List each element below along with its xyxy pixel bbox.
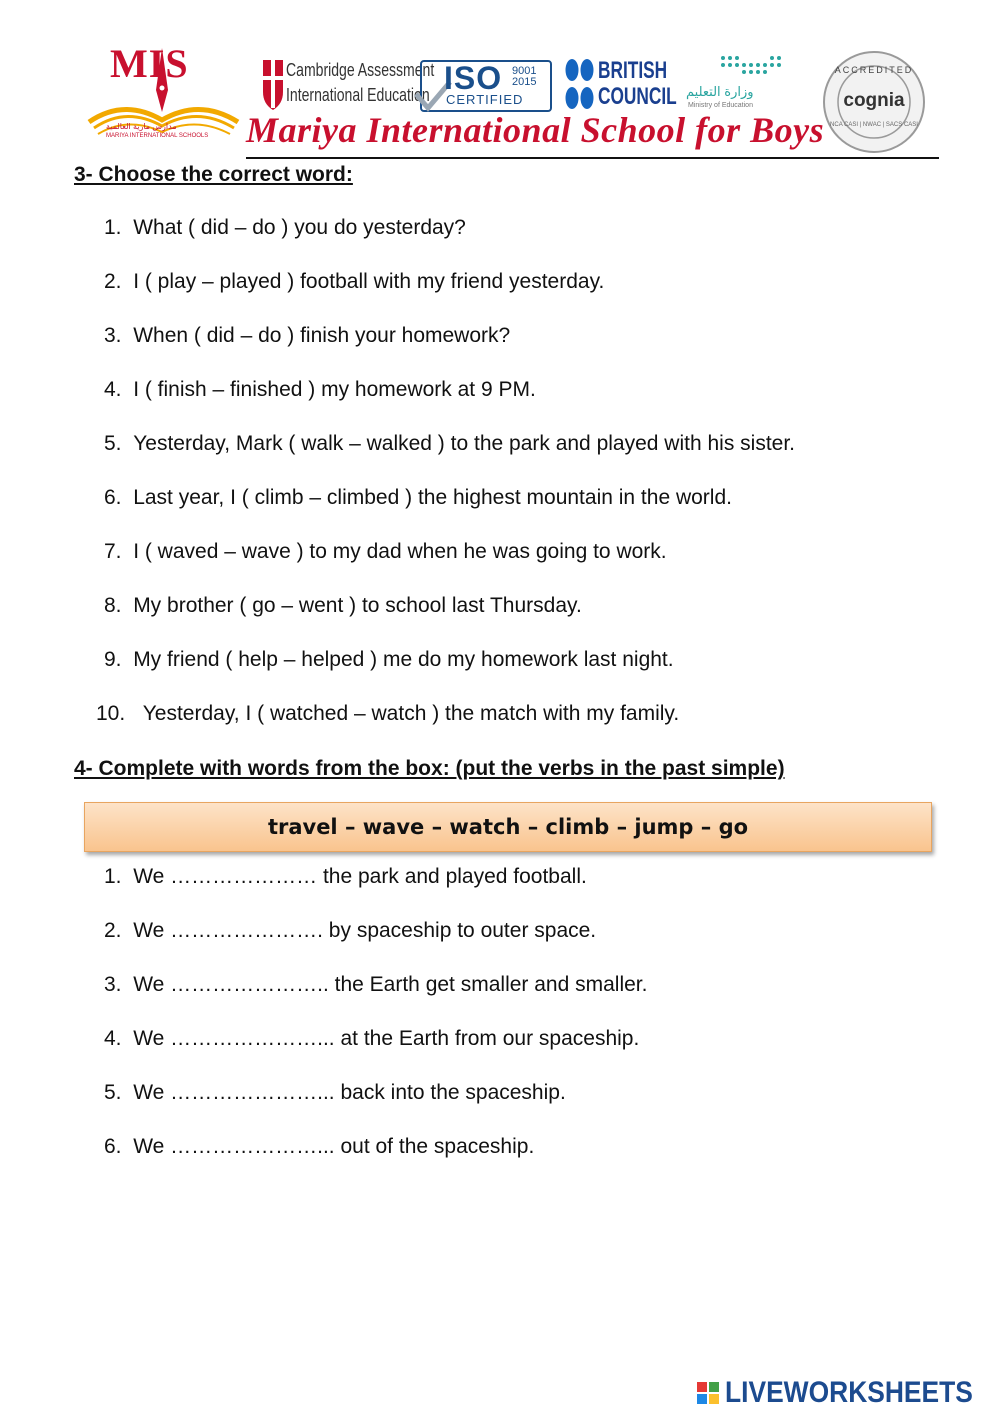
list-item	[104, 1027, 639, 1051]
school-name: Mariya International School for Boys	[246, 110, 825, 150]
iso-number-top: 9001	[512, 65, 537, 77]
list-item	[104, 378, 536, 402]
list-item	[104, 594, 582, 618]
word-box: travel – wave – watch – climb – jump – go	[84, 802, 932, 852]
item-text[interactable]: I ( waved – wave ) to my dad when he was going to work.	[133, 540, 667, 563]
list-item	[104, 216, 466, 240]
item-number: 3.	[104, 973, 122, 996]
cognia-sub: NCA CASI | NWAC | SACS CASI	[830, 122, 918, 128]
fill-in-blank-sentence[interactable]: We ………………….. the Earth get smaller and smaller.	[133, 973, 648, 996]
british-council-line1: BRITISH	[598, 57, 668, 84]
page-header	[0, 0, 1000, 160]
cambridge-logo	[262, 58, 435, 114]
item-text[interactable]: Yesterday, Mark ( walk – walked ) to the park and played with his sister.	[133, 432, 795, 455]
item-text[interactable]: I ( finish – finished ) my homework at 9 PM.	[133, 378, 536, 401]
fill-in-blank-sentence[interactable]: We …………………... at the Earth from our spaceship.	[133, 1027, 640, 1050]
item-text[interactable]: When ( did – do ) finish your homework?	[133, 324, 511, 347]
item-number: 3.	[104, 324, 122, 347]
item-number: 6.	[104, 1135, 122, 1158]
item-text[interactable]: Yesterday, I ( watched – watch ) the match with my family.	[142, 702, 680, 725]
item-number: 9.	[104, 648, 122, 671]
british-council-dots-icon	[564, 58, 596, 112]
list-item	[104, 973, 647, 997]
fill-in-blank-sentence[interactable]: We ………………… the park and played football.	[133, 865, 587, 888]
list-item	[96, 702, 679, 726]
list-item	[104, 919, 596, 943]
list-item	[104, 432, 795, 456]
item-text[interactable]: My friend ( help – helped ) me do my homework last night.	[133, 648, 674, 671]
moe-arabic: وزارة التعليم	[686, 84, 754, 99]
cambridge-crest-icon	[262, 58, 284, 112]
list-item	[104, 1081, 566, 1105]
item-number: 8.	[104, 594, 122, 617]
item-number: 2.	[104, 919, 122, 942]
ministry-of-education-logo	[686, 54, 796, 116]
fill-in-blank-sentence[interactable]: We …………………. by spaceship to outer space.	[133, 919, 597, 942]
item-number: 2.	[104, 270, 122, 293]
list-item	[104, 270, 604, 294]
moe-dots-icon	[720, 54, 790, 80]
fill-in-blank-sentence[interactable]: We …………………... back into the spaceship.	[133, 1081, 566, 1104]
list-item	[104, 540, 667, 564]
list-item	[104, 1135, 534, 1159]
item-number: 4.	[104, 1027, 122, 1050]
iso-certified: CERTIFIED	[446, 92, 524, 107]
item-number: 7.	[104, 540, 122, 563]
cognia-accredited: ACCREDITED	[834, 65, 914, 75]
list-item	[104, 324, 510, 348]
item-number: 1.	[104, 216, 122, 239]
header-divider	[246, 157, 939, 159]
liveworksheets-text: LIVEWORKSHEETS	[725, 1376, 973, 1409]
british-council-line2: COUNCIL	[598, 83, 677, 110]
item-text[interactable]: Last year, I ( climb – climbed ) the highest mountain in the world.	[133, 486, 732, 509]
list-item	[104, 486, 732, 510]
list-item	[104, 648, 674, 672]
item-number: 5.	[104, 1081, 122, 1104]
liveworksheets-squares-icon	[697, 1382, 721, 1406]
mis-arabic-name: مدارس مارية العالمية	[106, 122, 177, 131]
item-text[interactable]: What ( did – do ) you do yesterday?	[133, 216, 466, 239]
british-council-logo	[564, 57, 677, 114]
item-number: 6.	[104, 486, 122, 509]
mis-logo	[84, 40, 244, 145]
mis-english-name: MARIYA INTERNATIONAL SCHOOLS	[106, 133, 209, 139]
cognia-name: cognia	[843, 90, 905, 111]
iso-text: ISO	[444, 60, 503, 96]
fill-in-blank-sentence[interactable]: We …………………... out of the spaceship.	[133, 1135, 535, 1158]
iso-number-bottom: 2015	[512, 76, 537, 88]
cambridge-line1: Cambridge Assessment	[286, 60, 435, 80]
cognia-accredited-seal	[822, 50, 926, 154]
item-number: 10.	[96, 702, 126, 725]
item-number: 5.	[104, 432, 122, 455]
moe-english: Ministry of Education	[688, 102, 753, 109]
section-4-heading: 4- Complete with words from the box: (put the verbs in the past simple)	[74, 757, 785, 780]
section-3-heading: 3- Choose the correct word:	[74, 163, 353, 186]
item-number: 4.	[104, 378, 122, 401]
cambridge-line2: International Education	[286, 85, 430, 105]
iso-logo	[420, 60, 554, 112]
item-text[interactable]: I ( play – played ) football with my friend yesterday.	[133, 270, 605, 293]
item-text[interactable]: My brother ( go – went ) to school last Thursday.	[133, 594, 582, 617]
list-item	[104, 865, 587, 889]
item-number: 1.	[104, 865, 122, 888]
mis-letters: MIS	[110, 41, 189, 86]
